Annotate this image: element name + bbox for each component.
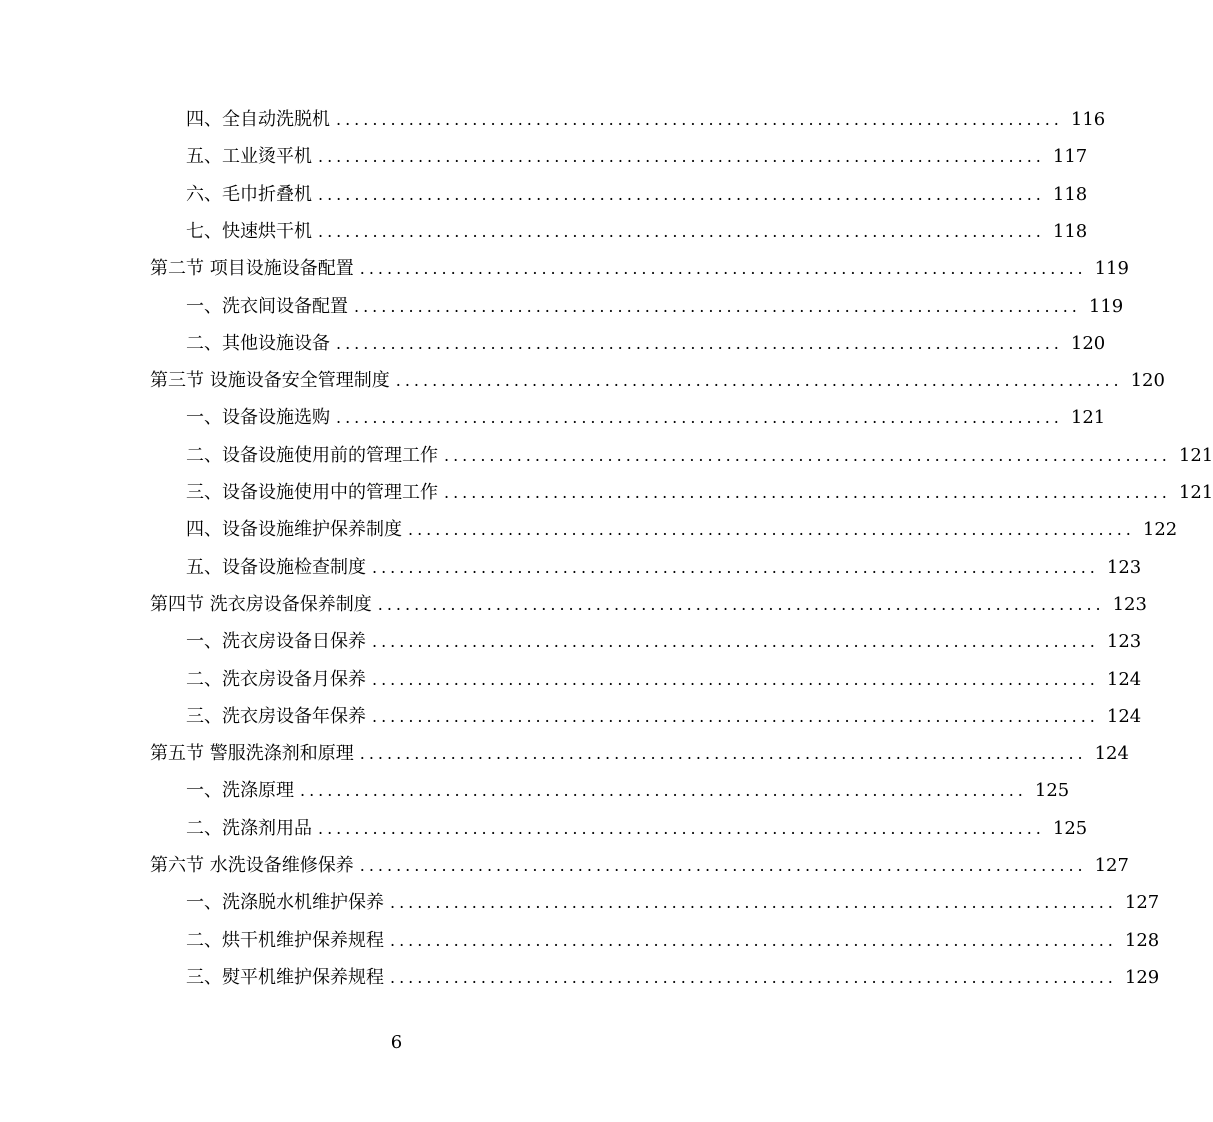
toc-entry-label: 一、洗衣房设备日保养: [186, 631, 366, 653]
toc-subentry: [150, 888, 1160, 918]
toc-entry-label: 一、洗衣间设备配置: [186, 295, 348, 317]
toc-entry-label: 第二节 项目设施设备配置: [150, 258, 354, 280]
toc-dot-leader: ................................................................................: [336, 408, 1063, 428]
toc-dot-leader: ................................................................................: [359, 259, 1087, 279]
toc-entry-page: 120: [1130, 370, 1165, 392]
toc-dot-leader: ................................................................................: [336, 333, 1063, 353]
toc-entry-label: 四、全自动洗脱机: [186, 109, 330, 130]
toc-entry-label: 七、快速烘干机: [186, 220, 312, 242]
toc-dot-leader: ................................................................................: [318, 221, 1045, 241]
toc-entry-label: 第三节 设施设备安全管理制度: [150, 370, 390, 392]
toc-dot-leader: ................................................................................: [372, 632, 1099, 652]
toc-subentry: [150, 926, 1160, 956]
toc-entry-page: 125: [1034, 780, 1070, 802]
toc-entry-label: 三、洗衣房设备年保养: [186, 705, 366, 727]
toc-dot-leader: ................................................................................: [444, 445, 1171, 465]
toc-entry-label: 一、洗涤脱水机维护保养: [186, 892, 384, 914]
toc-dot-leader: ................................................................................: [300, 781, 1027, 801]
toc-entry-page: 121: [1178, 482, 1213, 503]
toc-entry-label: 二、烘干机维护保养规程: [186, 929, 384, 951]
toc-subentry: [150, 515, 1178, 545]
toc-entry-page: 119: [1094, 258, 1129, 280]
toc-entry-page: 124: [1106, 705, 1142, 727]
toc-subentry: [150, 553, 1142, 583]
toc-subentry: [150, 963, 1160, 993]
toc-entry-page: 118: [1052, 220, 1088, 242]
toc-entry-label: 三、熨平机维护保养规程: [186, 966, 384, 988]
toc-dot-leader: ................................................................................: [395, 371, 1123, 391]
toc-entry-page: 124: [1094, 743, 1129, 765]
toc-entry-label: 第六节 水洗设备维修保养: [150, 855, 354, 876]
toc-dot-leader: ................................................................................: [336, 110, 1063, 129]
toc-subentry: [150, 814, 1088, 844]
toc-dot-leader: ................................................................................: [359, 856, 1087, 875]
toc-entry-label: 一、设备设施选购: [186, 407, 330, 429]
toc-entry-page: 127: [1094, 855, 1129, 876]
toc-entry-label: 二、设备设施使用前的管理工作: [186, 444, 438, 466]
toc-entry-page: 118: [1052, 183, 1088, 205]
toc-entry-page: 121: [1070, 407, 1106, 429]
toc-dot-leader: ................................................................................: [318, 184, 1045, 204]
page-number: 6: [390, 1032, 403, 1053]
toc-entry-label: 一、洗涤原理: [186, 780, 294, 802]
toc-entry-label: 六、毛巾折叠机: [186, 183, 312, 205]
toc-entry-page: 123: [1112, 593, 1147, 615]
toc-subentry: [150, 403, 1106, 433]
toc-entry-label: 二、洗衣房设备月保养: [186, 668, 366, 690]
toc-dot-leader: ................................................................................: [390, 930, 1117, 950]
toc-section-entry: [150, 590, 1147, 620]
toc-entry-label: 四、设备设施维护保养制度: [186, 519, 402, 541]
toc-entry-page: 123: [1106, 631, 1142, 653]
toc-entry-page: 122: [1142, 519, 1178, 541]
toc-entry-page: 128: [1124, 929, 1160, 951]
toc-subentry: [150, 665, 1142, 695]
toc-subentry: [150, 702, 1142, 732]
toc-entry-label: 五、设备设施检查制度: [186, 556, 366, 578]
toc-entry-page: 120: [1070, 332, 1106, 354]
toc-subentry: [150, 627, 1142, 657]
toc-entry-page: 117: [1052, 146, 1088, 168]
toc-entry-page: 124: [1106, 668, 1142, 690]
toc-entry-page: 125: [1052, 817, 1088, 839]
toc-entry-label: 三、设备设施使用中的管理工作: [186, 482, 438, 503]
toc-subentry: [150, 105, 1106, 135]
toc-entry-label: 二、其他设施设备: [186, 332, 330, 354]
toc-subentry: [150, 478, 1213, 508]
toc-entry-page: 127: [1124, 892, 1160, 914]
toc-dot-leader: ................................................................................: [377, 594, 1105, 614]
toc-section-entry: [150, 366, 1165, 396]
toc-entry-page: 116: [1070, 109, 1106, 130]
toc-entry-page: 123: [1106, 556, 1142, 578]
toc-subentry: [150, 180, 1088, 210]
toc-dot-leader: ................................................................................: [372, 669, 1099, 689]
toc-dot-leader: ................................................................................: [354, 296, 1081, 316]
toc-entry-page: 119: [1088, 295, 1124, 317]
toc-section-entry: [150, 254, 1129, 284]
toc-dot-leader: ................................................................................: [372, 557, 1099, 577]
toc-dot-leader: ................................................................................: [318, 818, 1045, 838]
toc-dot-leader: ................................................................................: [444, 483, 1171, 502]
toc-entry-label: 二、洗涤剂用品: [186, 817, 312, 839]
toc-entry-label: 第五节 警服洗涤剂和原理: [150, 743, 354, 765]
toc-entry-label: 第四节 洗衣房设备保养制度: [150, 593, 372, 615]
toc-entry-label: 五、工业烫平机: [186, 146, 312, 168]
toc-dot-leader: ................................................................................: [408, 520, 1135, 540]
toc-dot-leader: ................................................................................: [390, 893, 1117, 913]
toc-entry-page: 129: [1124, 966, 1160, 988]
toc-dot-leader: ................................................................................: [318, 147, 1045, 167]
toc-subentry: [150, 776, 1070, 806]
toc-subentry: [150, 441, 1213, 471]
toc-subentry: [150, 217, 1088, 247]
toc-dot-leader: ................................................................................: [359, 744, 1087, 764]
toc-dot-leader: ................................................................................: [390, 967, 1117, 987]
toc-subentry: [150, 292, 1124, 322]
toc-section-entry: [150, 739, 1129, 769]
toc-section-entry: [150, 851, 1129, 881]
toc-dot-leader: ................................................................................: [372, 706, 1099, 726]
toc-subentry: [150, 329, 1106, 359]
toc-subentry: [150, 142, 1088, 172]
toc-entry-page: 121: [1178, 444, 1213, 466]
